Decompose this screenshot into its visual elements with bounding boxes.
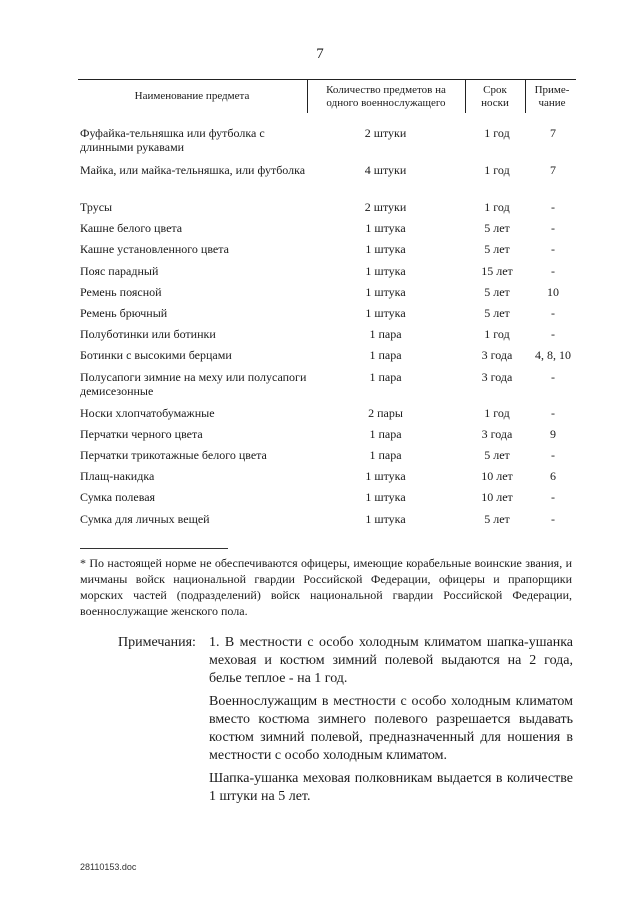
row-note: - <box>551 327 555 341</box>
row-quantity: 2 штуки <box>364 126 407 140</box>
row-quantity: 1 штука <box>365 490 406 504</box>
row-note: - <box>551 490 555 504</box>
row-name: Полусапоги зимние на меху или полусапоги демисезонные <box>80 370 307 398</box>
row-name: Ботинки с высокими берцами <box>80 348 232 362</box>
notes-body <box>209 634 573 811</box>
row-quantity: 1 штука <box>365 264 406 278</box>
row-term: 1 год <box>484 406 510 420</box>
note-paragraph-2: Военнослужащим в местности с особо холодным климатом вместо костюма зимнего полевого разрешается выдавать костюм зимний полевой, предназначенный для ношения в местности с особо холодным климатом. <box>209 694 573 763</box>
row-note: 6 <box>550 469 556 483</box>
row-term: 5 лет <box>484 512 510 526</box>
row-note: - <box>551 200 555 214</box>
row-term: 1 год <box>484 126 510 140</box>
row-name: Кашне белого цвета <box>80 221 183 235</box>
document-file-name: 28110153.doc <box>80 862 137 872</box>
row-note: 4, 8, 10 <box>535 348 571 362</box>
row-term: 1 год <box>484 327 510 341</box>
row-name: Трусы <box>80 200 113 214</box>
row-note: - <box>551 306 555 320</box>
note-paragraph-3: Шапка-ушанка меховая полковникам выдается в количестве 1 штуки на 5 лет. <box>209 771 573 804</box>
row-quantity: 1 штука <box>365 285 406 299</box>
row-quantity: 4 штуки <box>364 163 407 177</box>
header-term: Срок носки <box>481 83 509 109</box>
row-term: 15 лет <box>481 264 513 278</box>
footnote: * По настоящей норме не обеспечиваются офицеры, имеющие корабельные воинские звания, и мичманы войск национальной гвардии Российской Федерации, офицеры и прапорщики морских частей (подразделений) войск национальной гвардии Российской Федерации, военнослужащие женского пола. <box>80 556 572 618</box>
row-quantity: 1 пара <box>369 348 402 362</box>
row-name: Перчатки черного цвета <box>80 427 203 441</box>
row-quantity: 2 пары <box>368 406 403 420</box>
row-quantity: 1 штука <box>365 306 406 320</box>
notes-label: Примечания: <box>118 635 196 650</box>
header-quantity: Количество предметов на одного военнослужащего <box>326 83 446 109</box>
row-name: Ремень поясной <box>80 285 162 299</box>
row-term: 10 лет <box>481 490 513 504</box>
row-note: - <box>551 242 555 256</box>
row-quantity: 1 штука <box>365 512 406 526</box>
row-quantity: 1 пара <box>369 448 402 462</box>
row-note: - <box>551 448 555 462</box>
row-note: - <box>551 512 555 526</box>
row-quantity: 1 пара <box>369 327 402 341</box>
row-note: 9 <box>550 427 556 441</box>
row-name: Сумка для личных вещей <box>80 512 210 526</box>
row-name: Пояс парадный <box>80 264 159 278</box>
row-name: Полуботинки или ботинки <box>80 327 216 341</box>
row-name: Плащ-накидка <box>80 469 155 483</box>
row-term: 1 год <box>484 163 510 177</box>
footnote-rule <box>80 548 228 549</box>
row-note: - <box>551 264 555 278</box>
row-term: 5 лет <box>484 221 510 235</box>
row-note: - <box>551 406 555 420</box>
row-quantity: 1 пара <box>369 370 402 384</box>
row-quantity: 2 штуки <box>364 200 407 214</box>
row-quantity: 1 пара <box>369 427 402 441</box>
row-quantity: 1 штука <box>365 242 406 256</box>
row-name: Ремень брючный <box>80 306 168 320</box>
row-note: 7 <box>550 126 556 140</box>
row-term: 5 лет <box>484 242 510 256</box>
row-note: - <box>551 221 555 235</box>
row-note: 7 <box>550 163 556 177</box>
row-note: 10 <box>547 285 559 299</box>
header-name: Наименование предмета <box>134 90 250 102</box>
row-term: 5 лет <box>484 306 510 320</box>
row-term: 10 лет <box>481 469 513 483</box>
row-term: 5 лет <box>484 285 510 299</box>
row-name: Перчатки трикотажные белого цвета <box>80 448 267 462</box>
header-note: Приме-чание <box>534 83 570 109</box>
row-name: Кашне установленного цвета <box>80 242 229 256</box>
row-name: Носки хлопчатобумажные <box>80 406 215 420</box>
row-term: 1 год <box>484 200 510 214</box>
row-term: 3 года <box>481 370 513 384</box>
row-note: - <box>551 370 555 384</box>
row-term: 5 лет <box>484 448 510 462</box>
page-number: 7 <box>316 46 324 62</box>
row-quantity: 1 штука <box>365 221 406 235</box>
row-quantity: 1 штука <box>365 469 406 483</box>
row-term: 3 года <box>481 427 513 441</box>
note-paragraph-1: 1. В местности с особо холодным климатом шапка-ушанка меховая и костюм зимний полевой выдаются на 2 года, белье теплое - на 1 год. <box>209 635 573 686</box>
row-name: Майка, или майка-тельняшка, или футболка <box>80 163 306 177</box>
row-term: 3 года <box>481 348 513 362</box>
row-name: Фуфайка-тельняшка или футболка с длинными рукавами <box>80 126 265 154</box>
row-name: Сумка полевая <box>80 490 156 504</box>
